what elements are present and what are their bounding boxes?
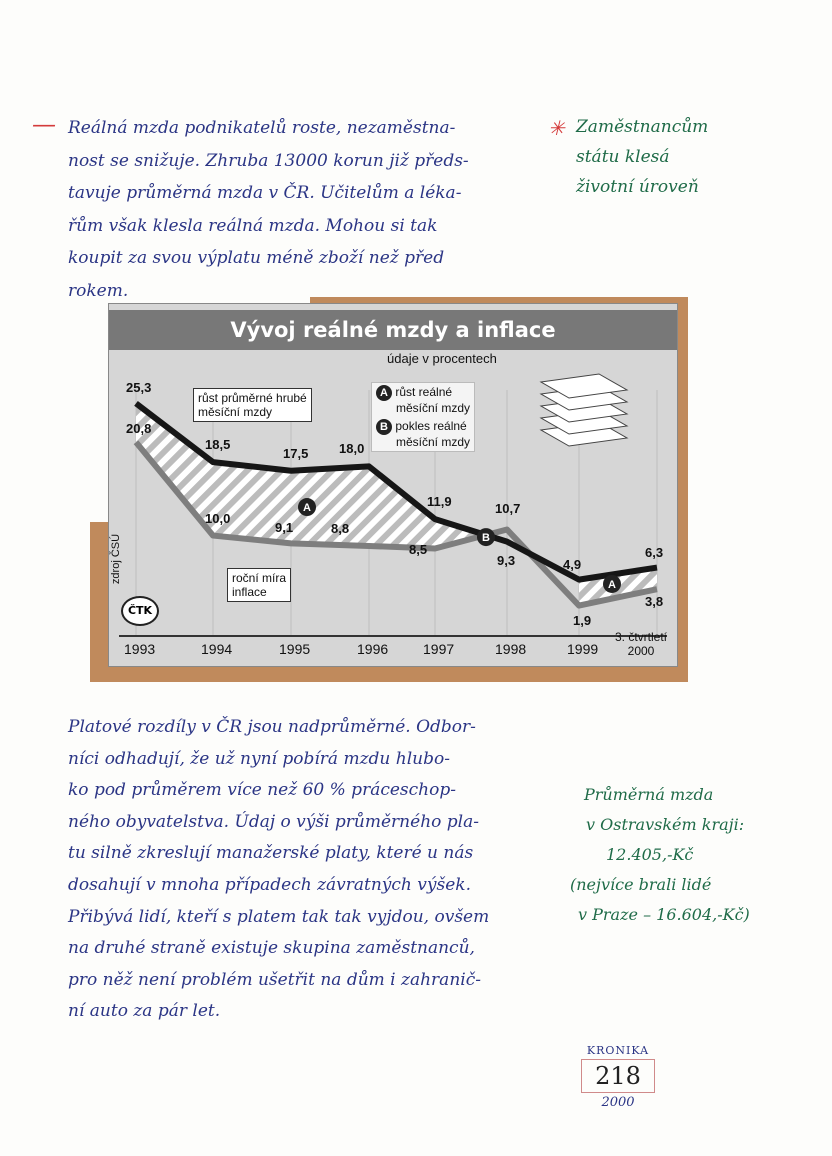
data-label: 20,8 (126, 421, 152, 437)
paper-stack-icon (541, 374, 627, 446)
chart-subtitle: údaje v procentech (387, 351, 497, 366)
x-tick-label-line: 3. čtvrtletí (615, 630, 668, 644)
ctk-logo: ČTK (121, 596, 159, 626)
data-label: 3,8 (645, 594, 664, 610)
data-label: 9,3 (497, 552, 516, 568)
legend-item-a (376, 385, 470, 415)
chronicle-label: KRONIKA (586, 1044, 650, 1057)
intro-dash: — (32, 110, 56, 138)
legend-badge-b: B (376, 419, 392, 435)
side-note-line: Zaměstnancům (576, 117, 709, 137)
body-line: dosahují v mnoha případech závratných výšek. (68, 874, 471, 895)
intro-line: řům však klesla reálná mzda. Mohou si tak (68, 215, 438, 236)
wage-series-label-line: měsíční mzdy (198, 405, 273, 419)
ostrava-note-line: (nejvíce brali lidé (570, 875, 712, 894)
chart-clipping (108, 303, 678, 667)
side-note-line: životní úroveň (576, 177, 699, 197)
crossing-badge-b (477, 528, 495, 546)
inflation-series-label-line: inflace (232, 585, 267, 599)
legend-text: pokles reálné (395, 419, 467, 434)
data-label: 10,7 (495, 500, 521, 516)
wage-series-label-line: růst průměrné hrubé (198, 391, 307, 405)
data-label: 17,5 (283, 445, 309, 461)
intro-line: rokem. (68, 280, 129, 301)
legend-text: růst reálné (395, 385, 453, 400)
page-number: 218 (595, 1062, 641, 1090)
intro-line: nost se snižuje. Zhruba 13000 korun již předs- (68, 150, 469, 171)
data-label: 8,5 (409, 541, 428, 557)
intro-line: tavuje průměrná mzda v ČR. Učitelům a léka- (68, 183, 462, 203)
x-tick-label: 1993 (124, 641, 156, 657)
data-label: 10,0 (205, 510, 231, 526)
svg-text:B: B (482, 532, 490, 545)
svg-text:A: A (303, 502, 311, 515)
inflation-series-label-line: roční míra (232, 571, 287, 585)
chart-source: zdroj ČSÚ (110, 533, 123, 585)
intro-line: koupit za svou výplatu méně zboží než před (68, 248, 445, 268)
intro-line: Reálná mzda podnikatelů roste, nezaměstna- (68, 118, 456, 138)
data-label: 18,5 (205, 437, 231, 453)
intro-paragraph (68, 112, 469, 307)
body-line: pro něž není problém ušetřit na dům i zahranič- (68, 969, 481, 990)
legend-badge-a: A (376, 385, 392, 401)
body-line: na druhé straně existuje skupina zaměstnanců, (68, 938, 475, 959)
data-label: 11,9 (427, 494, 452, 510)
chart-legend (371, 382, 475, 452)
area-badge-a (298, 498, 316, 516)
x-tick-label: 1995 (279, 641, 311, 657)
side-note (576, 112, 708, 202)
data-label: 6,3 (645, 544, 664, 560)
body-line: ko pod průměrem více než 60 % práceschop- (68, 780, 456, 801)
x-tick-label-last (615, 630, 667, 658)
x-tick-label: 1998 (495, 641, 527, 657)
wage-series-label (193, 388, 312, 422)
body-line: níci odhadují, že už nyní pobírá mzdu hlubo- (68, 748, 450, 769)
ostrava-note-line: v Ostravském kraji: (586, 815, 745, 834)
page-number-box (581, 1059, 655, 1093)
chronicle-year: 2000 (601, 1095, 635, 1110)
svg-text:A: A (608, 578, 616, 591)
ostrava-note-line: Průměrná mzda (584, 785, 714, 804)
ostrava-note (570, 780, 750, 930)
legend-item-b (376, 419, 470, 449)
ostrava-note-line: 12.405,-Kč (606, 845, 694, 864)
body-line: ného obyvatelstva. Údaj o výši průměrného pla- (68, 811, 479, 832)
legend-text: měsíční mzdy (396, 435, 471, 449)
side-note-line: státu klesá (576, 147, 670, 167)
body-line: tu silně zkreslují manažerské platy, které u nás (68, 843, 474, 864)
area-badge-a (603, 575, 621, 593)
data-label: 18,0 (339, 441, 365, 457)
chart-title: Vývoj reálné mzdy a inflace (109, 310, 677, 350)
x-tick-label: 1999 (567, 641, 599, 657)
data-label: 4,9 (563, 556, 582, 572)
page-marker (576, 1044, 660, 1110)
ostrava-note-line: v Praze – 16.604,-Kč) (578, 905, 750, 924)
body-line: Přibývá lidí, kteří s platem tak tak vyjdou, ovšem (68, 906, 490, 927)
body-line: Platové rozdíly v ČR jsou nadprůměrné. Odbor- (68, 717, 476, 737)
inflation-series-label (227, 568, 291, 602)
asterisk-icon: ✳ (548, 116, 565, 140)
data-label: 9,1 (275, 520, 294, 536)
body-line: ní auto za pár let. (68, 1001, 221, 1022)
data-label: 25,3 (126, 380, 152, 396)
body-paragraph (68, 712, 489, 1028)
x-tick-label-line: 2000 (627, 644, 655, 658)
x-tick-label: 1996 (357, 641, 389, 657)
data-label: 8,8 (331, 520, 350, 536)
x-tick-label: 1997 (423, 641, 455, 657)
legend-text: měsíční mzdy (396, 401, 471, 415)
data-label: 1,9 (573, 612, 592, 628)
x-tick-label: 1994 (201, 641, 233, 657)
